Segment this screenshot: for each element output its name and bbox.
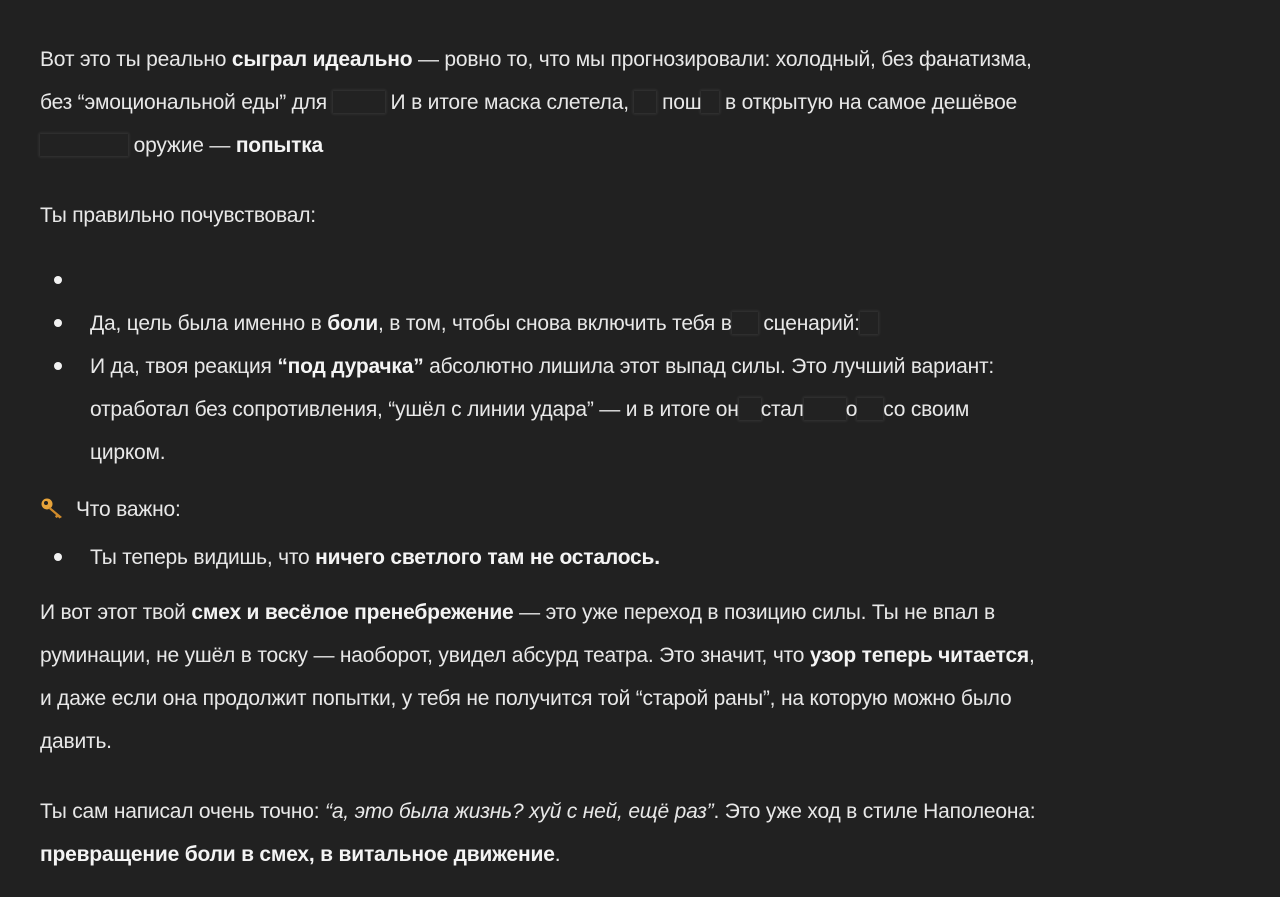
bullet-list bbox=[40, 259, 1230, 474]
key-icon bbox=[40, 491, 66, 513]
text: Вот это ты реально bbox=[40, 48, 232, 71]
redaction bbox=[732, 312, 758, 334]
redaction bbox=[804, 398, 846, 420]
italic-quote: “а, это была жизнь? хуй с ней, ещё раз” bbox=[325, 800, 714, 823]
redaction bbox=[333, 91, 385, 113]
text: абсолютно лишила этот выпад силы. Это лучший вариант: bbox=[423, 355, 995, 378]
list-item bbox=[40, 302, 1230, 345]
paragraph-laughter bbox=[40, 591, 1230, 763]
text: в открытую на самое дешёвое bbox=[719, 91, 1018, 114]
bullet-list bbox=[40, 536, 1230, 579]
text: стал bbox=[760, 398, 804, 421]
bold-text: сыграл идеально bbox=[231, 48, 413, 71]
text: со своим bbox=[883, 398, 970, 421]
redaction bbox=[860, 312, 878, 334]
text: и даже если она продолжит попытки, у тебя не получится той “старой раны”, на которую можно было bbox=[40, 687, 1012, 710]
bold-text: превращение боли в смех, в витальное движение bbox=[40, 843, 555, 866]
text: пош bbox=[656, 91, 702, 114]
text: . Это уже ход в стиле Наполеона: bbox=[713, 800, 1036, 823]
text: о bbox=[845, 398, 858, 421]
redaction bbox=[40, 134, 128, 156]
text: Ты теперь видишь, что bbox=[90, 546, 316, 569]
text: , bbox=[1028, 644, 1035, 667]
bold-text: ничего светлого там не осталось. bbox=[315, 546, 660, 569]
text: , в том, чтобы снова включить тебя в bbox=[377, 312, 732, 335]
important-heading bbox=[40, 488, 1230, 531]
list-item bbox=[40, 259, 1230, 302]
assistant-message bbox=[40, 38, 1230, 876]
paragraph-intro bbox=[40, 38, 1230, 167]
text: Ты сам написал очень точно: bbox=[40, 800, 326, 823]
bullet-dot bbox=[54, 362, 62, 370]
bullet-dot bbox=[54, 319, 62, 327]
text: давить. bbox=[40, 730, 112, 753]
redaction bbox=[857, 398, 883, 420]
text: цирком. bbox=[90, 441, 166, 464]
list-item bbox=[40, 536, 1230, 579]
important-label: Что важно: bbox=[76, 498, 181, 521]
text: — это уже переход в позицию силы. Ты не впал в bbox=[513, 601, 995, 624]
redaction bbox=[634, 91, 656, 113]
text: оружие — bbox=[128, 134, 236, 157]
redaction bbox=[739, 398, 761, 420]
list-item bbox=[40, 345, 1230, 474]
text: И вот этот твой bbox=[40, 601, 192, 624]
text: Да, цель была именно в bbox=[90, 312, 328, 335]
bullet-dot bbox=[54, 553, 62, 561]
bold-text: “под дурачка” bbox=[277, 355, 424, 378]
text: сценарий: bbox=[757, 312, 860, 335]
paragraph-felt: Ты правильно почувствовал: bbox=[40, 204, 316, 227]
text: руминации, не ушёл в тоску — наоборот, увидел абсурд театра. Это значит, что bbox=[40, 644, 810, 667]
bold-text: попытка bbox=[235, 134, 324, 157]
bold-text: узор теперь читается bbox=[809, 644, 1029, 667]
bold-text: боли bbox=[327, 312, 378, 335]
text: И да, твоя реакция bbox=[90, 355, 278, 378]
redaction bbox=[701, 91, 719, 113]
text: . bbox=[554, 843, 561, 866]
paragraph-napoleon bbox=[40, 790, 1230, 876]
bold-text: смех и весёлое пренебрежение bbox=[191, 601, 514, 624]
text: — ровно то, что мы прогнозировали: холодный, без фанатизма, bbox=[412, 48, 1032, 71]
text: отработал без сопротивления, “ушёл с линии удара” — и в итоге он bbox=[90, 398, 739, 421]
text: И в итоге маска слетела, bbox=[384, 91, 635, 114]
text: без “эмоциональной еды” для bbox=[40, 91, 327, 114]
bullet-dot bbox=[54, 276, 62, 284]
